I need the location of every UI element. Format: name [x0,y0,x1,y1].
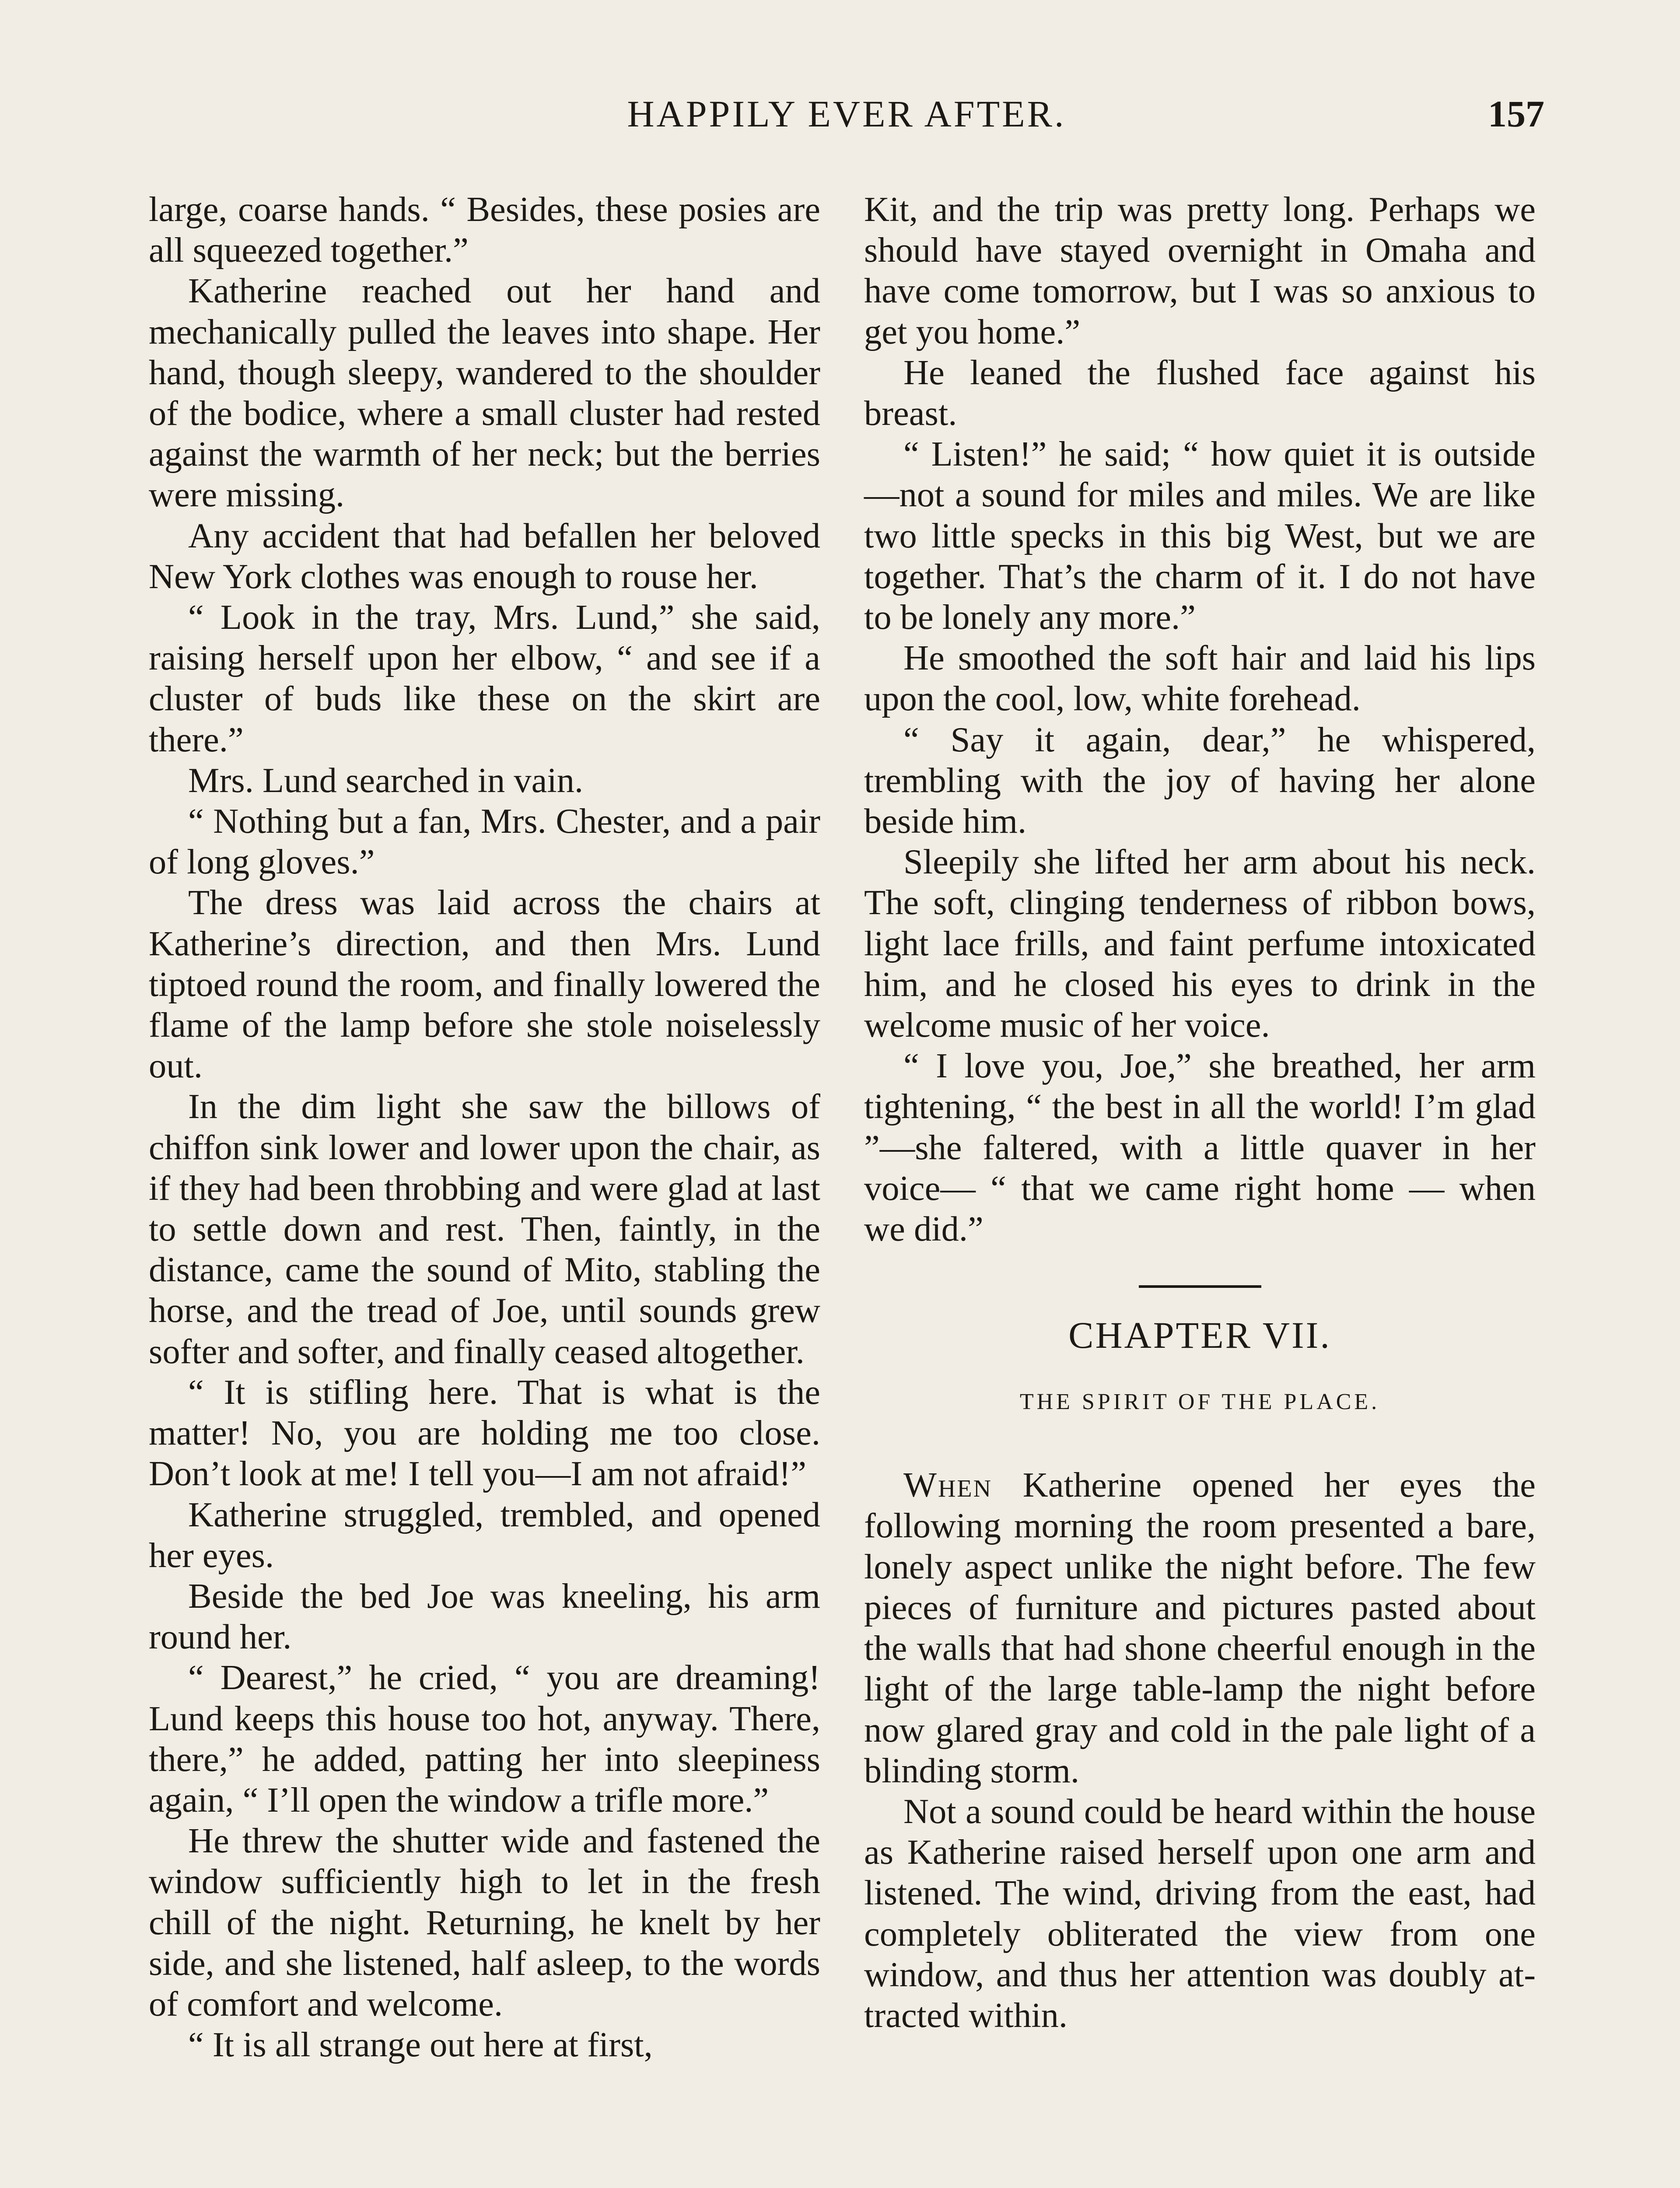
opening-word: When [903,1466,993,1505]
paragraph: “ It is all strange out here at first, [188,2025,653,2065]
paragraph: “ Dearest,” he cried, “ you are dreaming! Lund keeps this house too hot, anyway. There, there,” he added, patting her into sleepiness again, “ I’ll open the window a trifle more.” [149,1658,820,1820]
paragraph: “ Listen!” he said; “ how quiet it is outside—not a sound for miles and miles. We are like two little specks in this big West, but we are together. That’s the charm of it. I do not have to be lonely any more.” [864,435,1536,637]
paragraph: He smoothed the soft hair and laid his lips upon the cool, low, white forehead. [864,638,1536,719]
paragraph: He leaned the flushed face against his breast. [864,353,1536,433]
paragraph: Not a sound could be heard within the house as Katherine raised herself upon one arm and listened. The wind, driving from the east, had completely obliterated the view from one window, and thus her attention was doubly attracted within. [864,1792,1536,2035]
paragraph: Beside the bed Joe was kneeling, his arm round her. [149,1576,820,1657]
running-title: HAPPILY EVER AFTER. [627,93,1066,135]
paragraph: “ Say it again, dear,” he whispered, trembling with the joy of having her alone beside him. [864,720,1536,841]
page-header [149,90,1544,138]
paragraph: Mrs. Lund searched in vain. [188,761,584,800]
chapter-title: CHAPTER VII. [1068,1314,1331,1357]
paragraph: Sleepily she lifted her arm about his neck. The soft, clinging tenderness of ribbon bows, light lace frills, and faint perfume intoxicated him, and he closed his eyes to drink in the welcome music of her voice. [864,842,1536,1045]
paragraph: Katherine struggled, trembled, and opened her eyes. [149,1495,820,1575]
paragraph: Katherine reached out her hand and mechanically pulled the leaves into shape. Her hand, though sleepy, wandered to the shoulder of the bodice, where a small cluster had rested against the warmth of her neck; but the berries were missing. [149,271,820,515]
paragraph: “ I love you, Joe,” she breathed, her arm tightening, “ the best in all the world! I’m glad ”—she faltered, with a little quaver in her voice— “ that we came right home — when we did.” [864,1046,1536,1249]
chapter-subtitle: THE SPIRIT OF THE PLACE. [1019,1389,1380,1415]
paragraph: “ It is stifling here. That is what is the matter! No, you are holding me too close. Don’t look at me! I tell you—I am not afraid!” [149,1372,820,1494]
paragraph: large, coarse hands. “ Besides, these posies are all squeezed together.” [149,190,820,270]
paragraph: The dress was laid across the chairs at Katherine’s direction, and then Mrs. Lund tiptoed round the room, and finally lowered the flame of the lamp before she stole noiselessly out. [149,883,820,1086]
chapter-opening-paragraph [864,1465,1536,1791]
right-column [864,189,1536,2036]
opening-text: Katherine opened her eyes the following morning the room presented a bare, lonely aspect unlike the night before. The few pieces of furniture and pictures pasted about the walls that had shone cheerful enough in the light of the large table-lamp the night before now glared gray and cold in the pale light of a blinding storm. [864,1466,1536,1790]
paragraph: “ Nothing but a fan, Mrs. Chester, and a pair of long gloves.” [149,802,820,882]
paragraph: He threw the shutter wide and fastened the window sufficiently high to let in the fresh chill of the night. Returning, he knelt by her side, and she listened, half asleep, to the words of comfort and welcome. [149,1821,820,2023]
page-number: 157 [1488,93,1544,135]
paragraph: Any accident that had befallen her beloved New York clothes was enough to rouse her. [149,516,820,596]
paragraph: In the dim light she saw the billows of chiffon sink lower and lower upon the chair, as if they had been throbbing and were glad at last to settle down and rest. Then, faintly, in the distance, came the sound of Mito, stabling the horse, and the tread of Joe, until sounds grew softer and softer, and finally ceased altogether. [149,1087,820,1371]
section-divider [1139,1285,1261,1288]
paragraph: Kit, and the trip was pretty long. Perhaps we should have stayed overnight in Omaha and have come tomorrow, but I was so anxious to get you home.” [864,190,1536,351]
left-column [149,189,820,2065]
paragraph: “ Look in the tray, Mrs. Lund,” she said, raising herself upon her elbow, “ and see if a cluster of buds like these on the skirt are there.” [149,598,820,759]
